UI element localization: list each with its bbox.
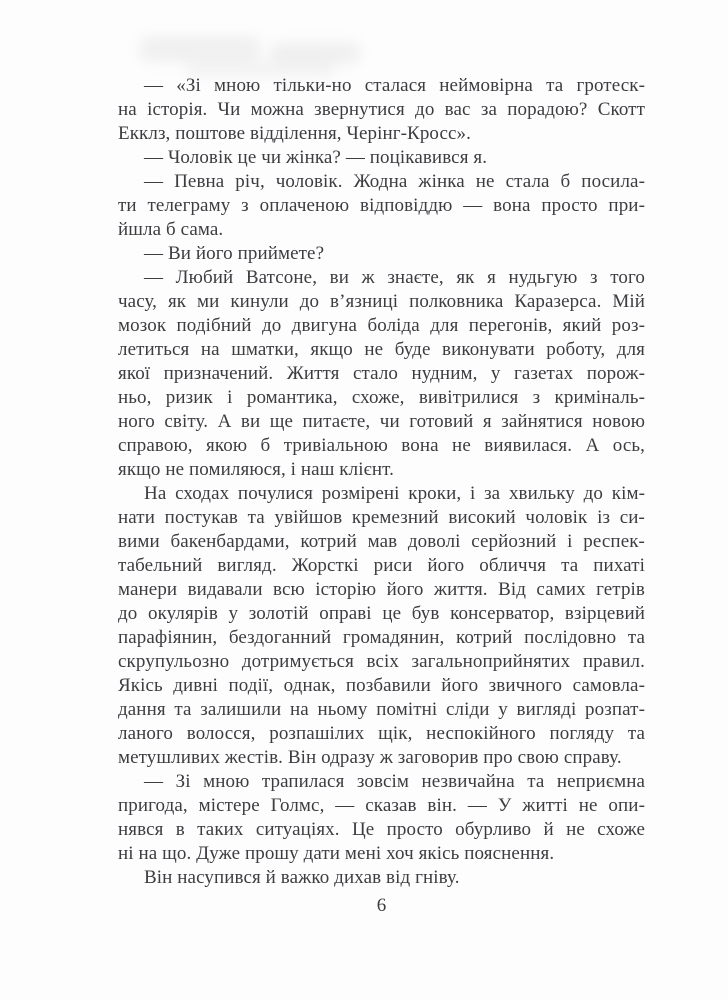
- text-line: справою, якою б тривіальною вона не виявилася. А ось,: [118, 435, 645, 456]
- text-line: Екклз, поштове відділення, Черінг-Кросс».: [118, 123, 472, 144]
- text-line: нати постукав та увійшов кремезний високий чоловік із си-: [118, 507, 645, 528]
- text-line: табельний вигляд. Жорсткі риси його обличчя та пихаті: [118, 555, 645, 576]
- text-line: якщо не помиляюся, і наш клієнт.: [118, 459, 394, 480]
- text-line: Він насупився й важко дихав від гніву.: [144, 867, 460, 888]
- text-line: нявся в таких ситуаціях. Це просто обурливо й не схоже: [118, 819, 645, 840]
- scan-artifact: [130, 22, 460, 82]
- text-column: [118, 74, 645, 890]
- text-line: ного світу. А ви ще питаєте, чи готовий я зайнятися новою: [118, 411, 645, 432]
- text-line: парафіянин, бездоганний громадянин, котрий послідовно та: [118, 627, 645, 648]
- text-line: якої призначений. Життя стало нудним, у газетах порож-: [118, 363, 645, 384]
- text-line: — Ви його приймете?: [144, 243, 325, 264]
- text-line: дання та залишили на ньому помітні сліди у вигляді розпат-: [118, 699, 645, 720]
- text-line: ньо, ризик і романтика, схоже, вивітрилися з криміналь-: [118, 387, 645, 408]
- text-line: до окулярів у золотій оправі це був консерватор, взірцевий: [118, 603, 645, 624]
- text-line: мозок подібний до двигуна боліда для перегонів, який роз-: [118, 315, 645, 336]
- text-line: — «Зі мною тільки-но сталася неймовірна та гротеск-: [144, 75, 645, 96]
- text-line: йшла б сама.: [118, 219, 224, 240]
- text-line: скрупульозно дотримується всіх загальноприйнятих правил.: [118, 651, 645, 672]
- scan-smudge: [140, 36, 260, 62]
- scan-smudge: [270, 42, 360, 64]
- text-line: летиться на шматки, якщо не буде виконувати роботу, для: [118, 339, 645, 360]
- text-line: манери видавали всю історію його життя. Від самих гетрів: [118, 579, 645, 600]
- page-number: 6: [376, 895, 387, 916]
- text-line: вими бакенбардами, котрий мав доволі серйозний і респек-: [118, 531, 645, 552]
- text-line: ти телеграму з оплаченою відповіддю — вона просто при-: [118, 195, 645, 216]
- text-line: На сходах почулися розмірені кроки, і за хвильку до кім-: [144, 483, 645, 504]
- text-line: Якісь дивні події, однак, позбавили його звичного самовла-: [118, 675, 645, 696]
- text-line: ланого волосся, розпашілих щік, неспокійного погляду та: [118, 723, 645, 744]
- text-line: — Зі мною трапилася зовсім незвичайна та неприємна: [144, 771, 645, 792]
- text-line: часу, як ми кинули до в’язниці полковника Каразерса. Мій: [118, 291, 645, 312]
- text-line: метушливих жестів. Він одразу ж заговорив про свою справу.: [118, 747, 622, 768]
- text-line: на історія. Чи можна звернутися до вас за порадою? Скотт: [118, 99, 645, 120]
- text-line: — Чоловік це чи жінка? — поцікавився я.: [144, 147, 488, 168]
- text-line: пригода, містере Голмс, — сказав він. — У житті не опи-: [118, 795, 645, 816]
- text-line: — Певна річ, чоловік. Жодна жінка не стала б посила-: [144, 171, 645, 192]
- text-line: — Любий Ватсоне, ви ж знаєте, як я нудьгую з того: [144, 267, 645, 288]
- text-line: ні на що. Дуже прошу дати мені хоч якісь пояснення.: [118, 843, 555, 864]
